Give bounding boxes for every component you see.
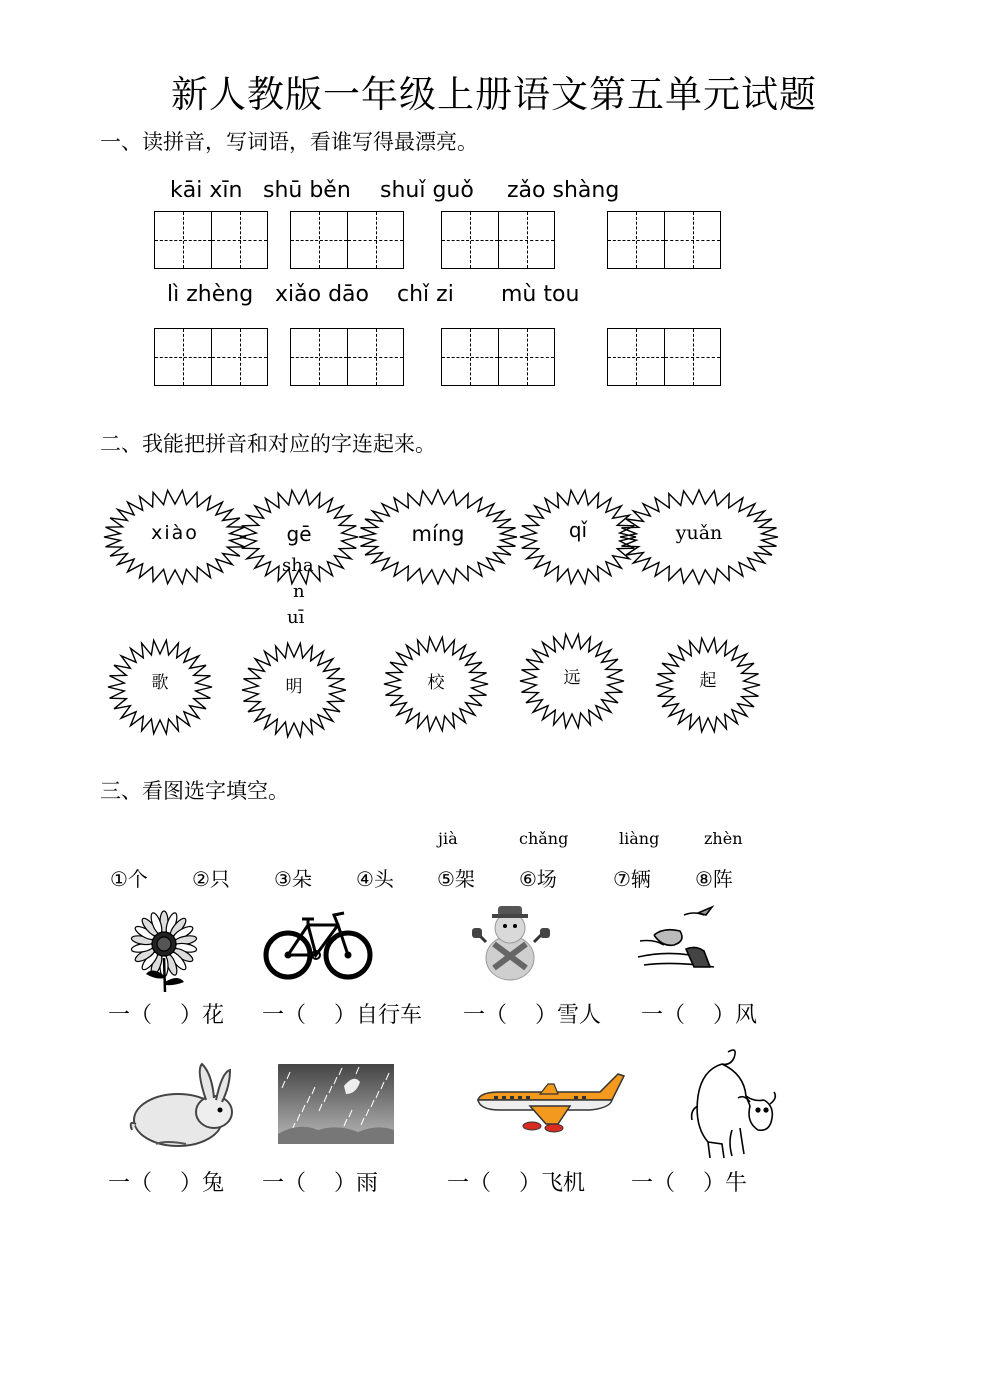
writing-grid[interactable] xyxy=(290,211,404,269)
character-option: 起 xyxy=(699,671,717,691)
measure-word-option: ⑧阵 xyxy=(695,867,733,891)
measure-word-option: ②只 xyxy=(192,867,230,891)
measure-word-option: ⑦辆 xyxy=(613,867,651,891)
pinyin-burst[interactable] xyxy=(618,488,780,586)
pinyin-1-2: shū běn xyxy=(263,178,351,203)
pinyin-option: yuǎn xyxy=(675,522,723,544)
measure-word-option: ④头 xyxy=(356,867,394,891)
pinyin-option: míng xyxy=(411,522,465,546)
measure-word-option: ⑥场 xyxy=(519,867,557,891)
character-option: 明 xyxy=(285,677,303,697)
character-option: 校 xyxy=(427,673,445,693)
page-title: 新人教版一年级上册语文第五单元试题 xyxy=(171,73,817,116)
writing-grid[interactable] xyxy=(607,211,721,269)
measure-word-option: ⑤架 xyxy=(437,867,475,891)
fill-blank[interactable]: 一（ ）花 xyxy=(108,1003,224,1028)
section-2-heading: 二、我能把拼音和对应的字连起来。 xyxy=(100,432,436,456)
rain-picture xyxy=(278,1064,394,1148)
pinyin-2-1: lì zhèng xyxy=(167,282,254,307)
writing-grid[interactable] xyxy=(154,328,268,386)
character-burst[interactable] xyxy=(382,635,490,733)
fill-blank[interactable]: 一（ ）雨 xyxy=(262,1171,378,1196)
character-burst[interactable] xyxy=(654,636,762,734)
fill-blank[interactable]: 一（ ）风 xyxy=(641,1003,757,1028)
fill-blank[interactable]: 一（ ）飞机 xyxy=(447,1171,585,1196)
pinyin-1-3: shuǐ guǒ xyxy=(380,178,474,203)
measure-word-option: ①个 xyxy=(110,867,148,891)
section-3-heading: 三、看图选字填空。 xyxy=(100,779,289,803)
writing-grid[interactable] xyxy=(290,328,404,386)
stray-pinyin: sha xyxy=(282,555,314,576)
snowman-picture xyxy=(472,902,554,986)
fill-blank[interactable]: 一（ ）雪人 xyxy=(463,1003,601,1028)
bicycle-picture xyxy=(262,907,374,987)
pinyin-burst[interactable] xyxy=(102,488,248,586)
option-pinyin: jià xyxy=(438,829,458,848)
sunflower-picture xyxy=(128,908,200,998)
pinyin-burst[interactable] xyxy=(357,488,519,586)
character-burst[interactable] xyxy=(240,641,348,739)
wind-picture xyxy=(634,905,724,975)
stray-pinyin: uī xyxy=(287,607,305,628)
fill-blank[interactable]: 一（ ）自行车 xyxy=(262,1003,422,1028)
pinyin-option: qǐ xyxy=(568,518,588,542)
option-pinyin: chǎng xyxy=(519,829,569,848)
measure-word-option: ③朵 xyxy=(274,867,312,891)
section-1-heading: 一、读拼音，写词语，看谁写得最漂亮。 xyxy=(100,130,478,154)
option-pinyin: zhèn xyxy=(704,829,743,848)
airplane-picture xyxy=(470,1070,626,1138)
rabbit-picture xyxy=(126,1060,240,1154)
pinyin-2-3: chǐ zi xyxy=(397,282,454,307)
pinyin-1-1: kāi xīn xyxy=(170,178,243,203)
pinyin-2-4: mù tou xyxy=(501,282,580,307)
character-option: 歌 xyxy=(151,673,169,693)
character-option: 远 xyxy=(563,668,581,688)
character-burst[interactable] xyxy=(518,632,626,730)
stray-pinyin: n xyxy=(293,581,305,602)
character-burst[interactable] xyxy=(106,638,214,736)
option-pinyin: liàng xyxy=(619,829,660,848)
pinyin-2-2: xiǎo dāo xyxy=(275,282,369,307)
fill-blank[interactable]: 一（ ）牛 xyxy=(631,1171,747,1196)
pinyin-option: gē xyxy=(286,522,312,546)
writing-grid[interactable] xyxy=(154,211,268,269)
fill-blank[interactable]: 一（ ）兔 xyxy=(108,1171,224,1196)
pinyin-option: xiào xyxy=(151,522,199,544)
writing-grid[interactable] xyxy=(441,328,555,386)
ox-picture xyxy=(688,1046,778,1166)
writing-grid[interactable] xyxy=(607,328,721,386)
writing-grid[interactable] xyxy=(441,211,555,269)
pinyin-1-4: zǎo shàng xyxy=(507,178,620,203)
